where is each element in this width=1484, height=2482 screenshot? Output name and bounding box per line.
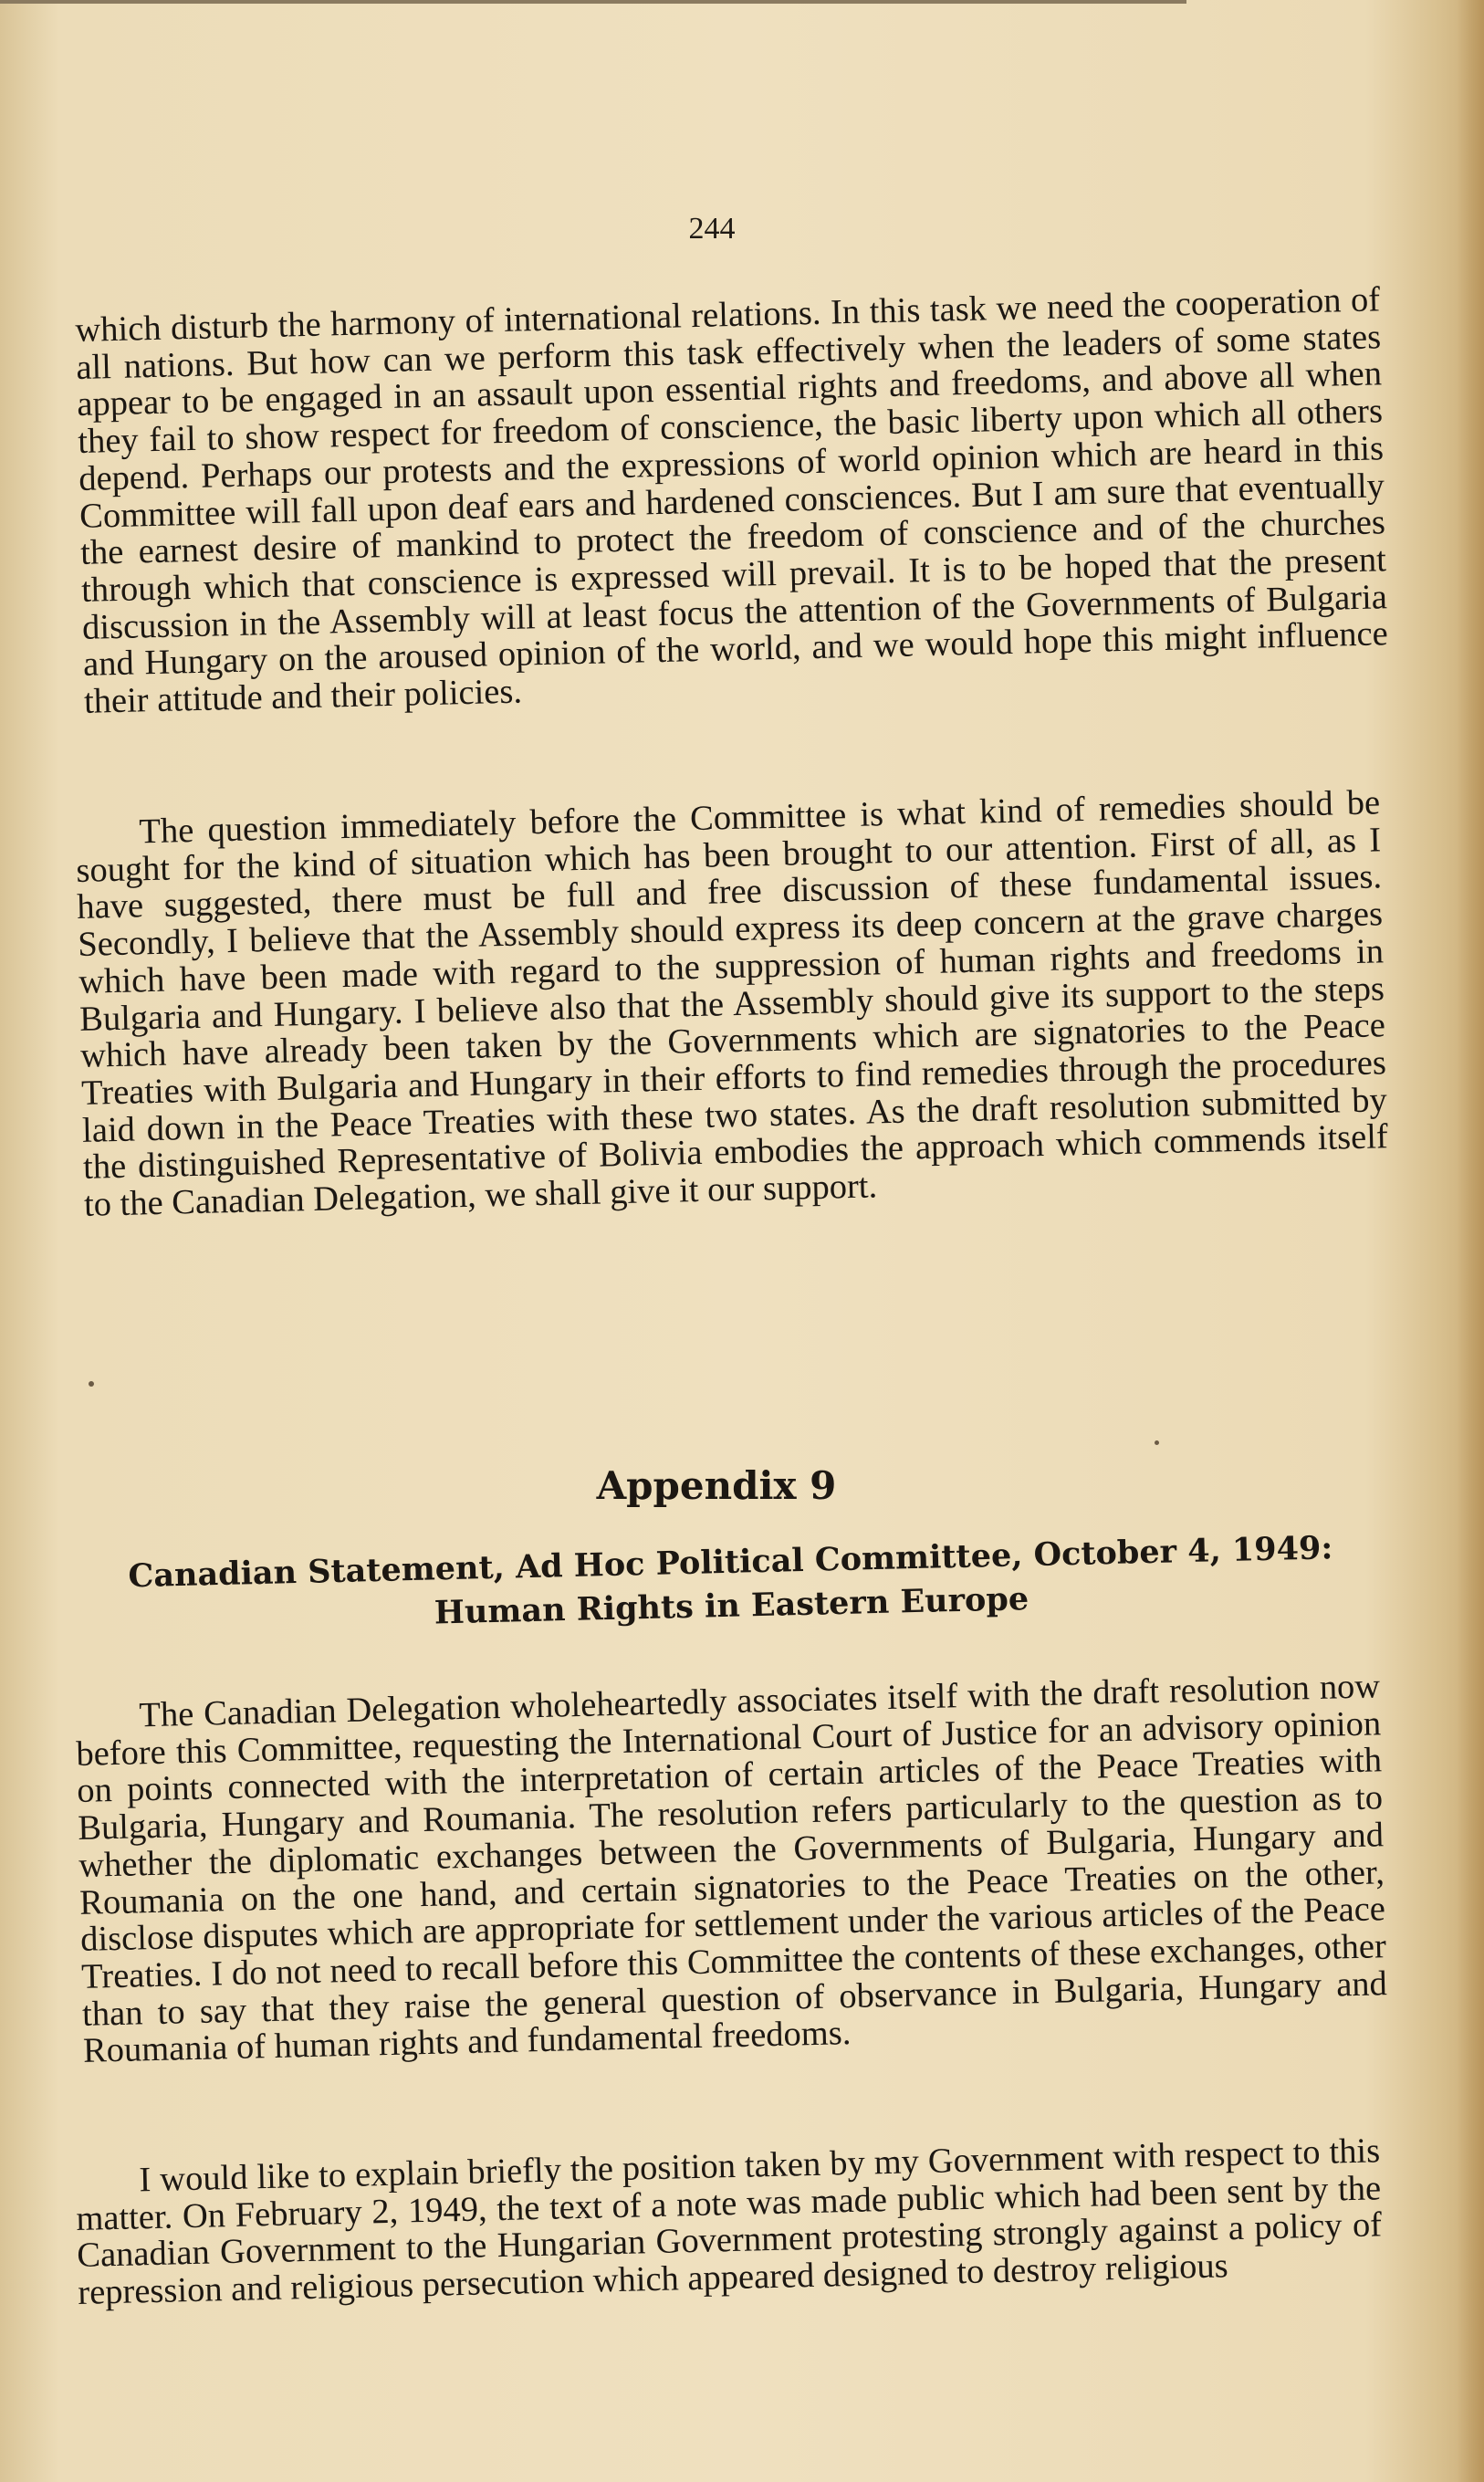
paper-speck bbox=[1155, 1440, 1159, 1445]
remedies-paragraph-block bbox=[75, 784, 1389, 1223]
appendix-subtitle bbox=[64, 1525, 1398, 1644]
remedies-paragraph: The question immediately before the Committee is what kind of remedies should be sought for the kind of situation which has been brought to our attention. First of all, as I have suggested, there must be full and free discussion of these fundamental issues. Secondly, I believe that the Assembly should express its deep concern at the grave charges which have been made with regard to the suppression of human rights and freedoms in Bulgaria and Hungary. I believe also that the Assembly should give its support to the steps which have already been taken by the Governments which are signatories to the Peace Treaties with Bulgaria and Hungary in their efforts to find remedies through the procedures laid down in the Peace Treaties with these two states. As the draft resolution submitted by the distinguished Representative of Bolivia embodies the approach which commends itself to the Canadian Delegation, we shall give it our support. bbox=[75, 783, 1389, 1224]
paper-speck bbox=[89, 1381, 94, 1387]
appendix-title: Appendix 9 bbox=[596, 1463, 837, 1508]
appendix-subtitle-line-2: Human Rights in Eastern Europe bbox=[434, 1580, 1029, 1632]
continued-paragraph: which disturb the harmony of international relations. In this task we need the cooperation of all nations. But how can we perform this task effectively when the leaders of some states appear to be engaged in an assault upon essential rights and freedoms, and above all when they fail to show respect for freedom of conscience, the basic liberty upon which all others depend. Perhaps our protests and the expressions of world opinion which are heard in this Committee will fall upon deaf ears and hardened consciences. But I am sure that eventually the earnest desire of mankind to protect the freedom of conscience and of the churches through which that conscience is expressed will prevail. It is to be hoped that the present discussion in the Assembly will at least focus the attention of the Governments of Bulgaria and Hungary on the aroused opinion of the world, and we would hope this might influence their attitude and their policies. bbox=[74, 280, 1389, 721]
page-edge-shadow bbox=[1457, 0, 1484, 2482]
continued-paragraph-block bbox=[75, 281, 1389, 720]
page-number: 244 bbox=[688, 212, 736, 246]
appendix-paragraph-2-block bbox=[75, 2132, 1383, 2311]
appendix-paragraph-1-block bbox=[75, 1668, 1388, 2070]
appendix-subtitle-line-1: Canadian Statement, Ad Hoc Political Committee, October 4, 1949: bbox=[128, 1529, 1333, 1596]
appendix-paragraph-2: I would like to explain briefly the position taken by my Government with respect to this matter. On February 2, 1949, the text of a note was made public which had been sent by the Canadian Government to the Hungarian Government protesting strongly against a policy of repression and religious persecution which appeared designed to destroy religious bbox=[75, 2131, 1383, 2313]
page-top-rule bbox=[0, 0, 1186, 4]
appendix-paragraph-1: The Canadian Delegation wholeheartedly associates itself with the draft resolution now before this Committee, requesting the International Court of Justice for an advisory opinion on points connected with the interpretation of certain articles of the Peace Treaties with Bulgaria, Hungary and Roumania. The resolution refers particularly to the question as to whether the diplomatic exchanges between the Governments of Bulgaria, Hungary and Roumania on the one hand, and certain signatories to the Peace Treaties on the other, disclose disputes which are appropriate for settlement under the various articles of the Peace Treaties. I do not need to recall before this Committee the contents of these exchanges, other than to say that they raise the general question of observance in Bulgaria, Hungary and Roumania of human rights and fundamental freedoms. bbox=[75, 1667, 1388, 2071]
